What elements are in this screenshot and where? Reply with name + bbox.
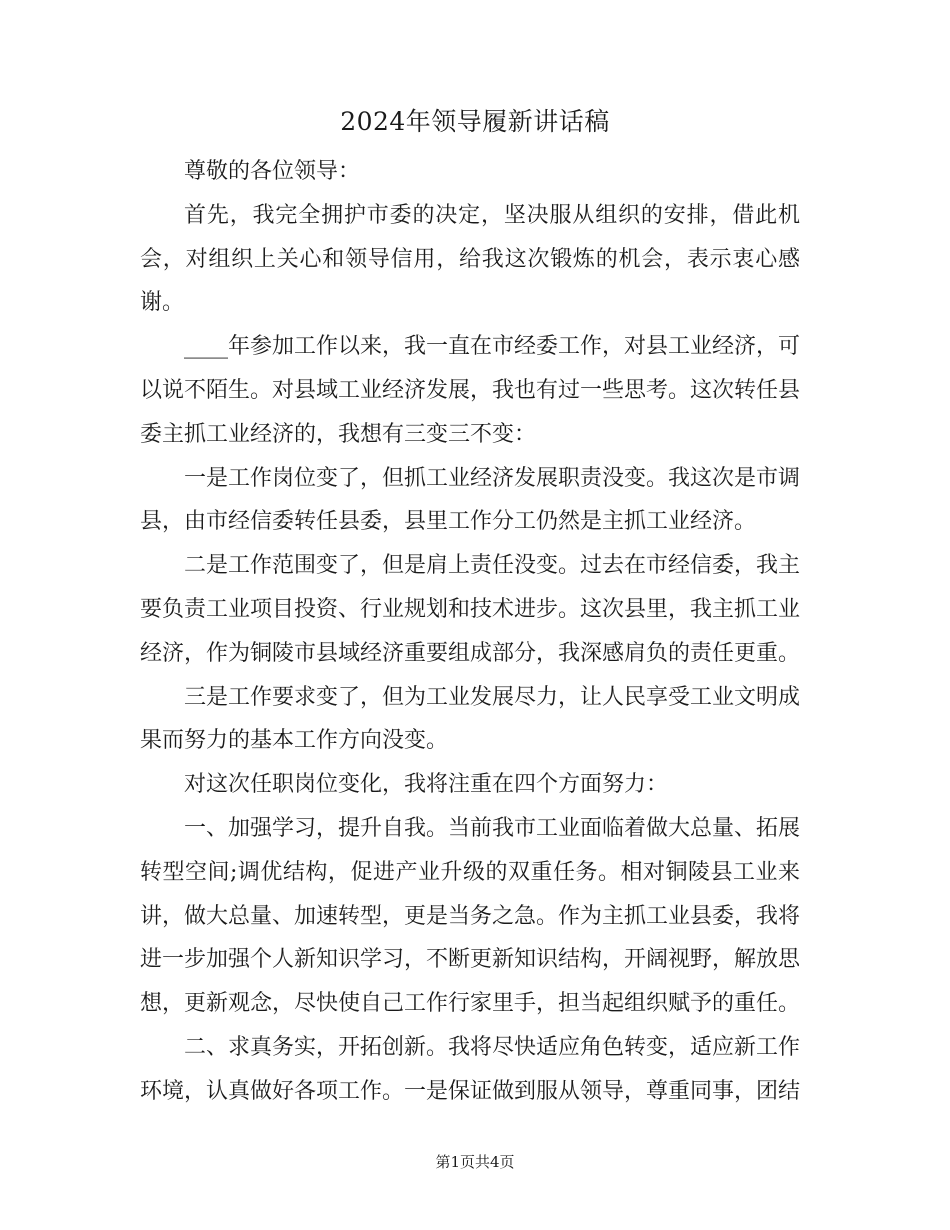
paragraph: 对这次任职岗位变化，我将注重在四个方面努力： xyxy=(184,772,669,798)
paragraph: 二是工作范围变了，但是肩上责任没变。过去在市经信委，我主要负责工业项目投资、行业规划和技术进步。这次县里，我主抓工业经济，作为铜陵市县域经济重要组成部分，我深感肩负的责任更重。 xyxy=(140,553,801,666)
document-title: 2024年领导履新讲话稿 xyxy=(340,107,610,136)
paragraph-salutation: 尊敬的各位领导： xyxy=(184,159,361,184)
document-body xyxy=(140,150,800,1114)
page-number-footer: 第1页共4页 xyxy=(435,1153,515,1171)
paragraph: 二、求真务实，开拓创新。我将尽快适应角色转变，适应新工作环境，认真做好各项工作。一是保证做到服从领导，尊重同事，团结 xyxy=(140,1034,801,1104)
paragraph: 三是工作要求变了，但为工业发展尽力，让人民享受工业文明成果而努力的基本工作方向没变。 xyxy=(140,684,801,754)
paragraph: 一是工作岗位变了，但抓工业经济发展职责没变。我这次是市调县，由市经信委转任县委，县里工作分工仍然是主抓工业经济。 xyxy=(140,465,801,535)
paragraph: 首先，我完全拥护市委的决定，坚决服从组织的安排，借此机会，对组织上关心和领导信用，给我这次锻炼的机会，表示衷心感谢。 xyxy=(140,202,800,316)
paragraph: 一、加强学习，提升自我。当前我市工业面临着做大总量、拓展转型空间;调优结构，促进产业升级的双重任务。相对铜陵县工业来讲，做大总量、加速转型，更是当务之急。作为主抓工业县委，我将进一步加强个人新知识学习，不断更新知识结构，开阔视野，解放思想，更新观念，尽快使自己工作行家里手，担当起组织赋予的重任。 xyxy=(140,815,801,1017)
paragraph: ____年参加工作以来，我一直在市经委工作，对县工业经济，可以说不陌生。对县域工业经济发展，我也有过一些思考。这次转任县委主抓工业经济的，我想有三变三不变： xyxy=(140,334,801,447)
